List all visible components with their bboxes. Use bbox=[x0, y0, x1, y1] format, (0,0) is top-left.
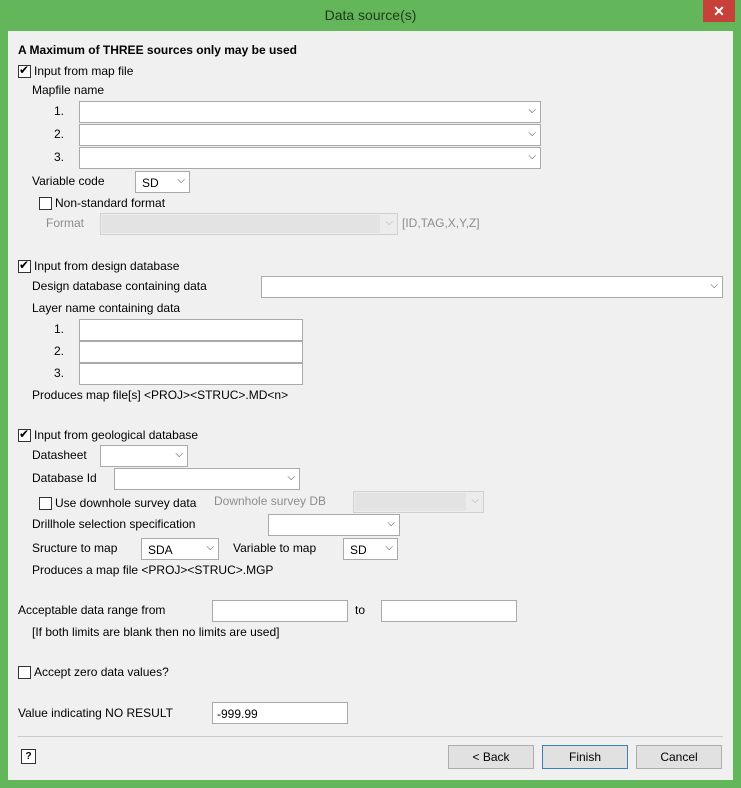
format-hint: [ID,TAG,X,Y,Z] bbox=[402, 216, 480, 230]
chevron-down-icon: ⌵ bbox=[387, 518, 395, 529]
no-result-input[interactable]: -999.99 bbox=[212, 702, 348, 724]
layer-input-2[interactable] bbox=[79, 341, 303, 363]
chevron-down-icon: ⌵ bbox=[528, 151, 536, 162]
geo-db-label: Input from geological database bbox=[34, 428, 199, 442]
data-range-to-label: to bbox=[355, 603, 366, 617]
variable-code-label: Variable code bbox=[32, 174, 105, 188]
design-db-checkbox[interactable] bbox=[18, 260, 31, 273]
help-icon[interactable]: ? bbox=[21, 749, 36, 764]
chevron-down-icon: ⌵ bbox=[528, 105, 536, 116]
chevron-down-icon: ⌵ bbox=[710, 280, 718, 291]
data-range-to-input[interactable] bbox=[381, 600, 517, 622]
accept-zero-checkbox[interactable] bbox=[18, 666, 31, 679]
layer-input-1[interactable] bbox=[79, 319, 303, 341]
chevron-down-icon: ⌵ bbox=[471, 495, 479, 506]
cancel-button[interactable]: Cancel bbox=[636, 745, 722, 769]
chevron-down-icon: ⌵ bbox=[528, 128, 536, 139]
data-range-from-label: Acceptable data range from bbox=[18, 603, 166, 617]
layer-row-num: 1. bbox=[54, 322, 65, 336]
design-db-containing-label: Design database containing data bbox=[32, 279, 207, 293]
variable-to-map-select[interactable]: SD ⌵ bbox=[343, 538, 398, 560]
header-note: A Maximum of THREE sources only may be used bbox=[18, 43, 297, 57]
layer-row-num: 3. bbox=[54, 366, 65, 380]
layer-row-num: 2. bbox=[54, 344, 65, 358]
chevron-down-icon: ⌵ bbox=[287, 472, 295, 483]
layer-input-3[interactable] bbox=[79, 363, 303, 385]
geo-db-checkbox[interactable] bbox=[18, 429, 31, 442]
dialog-body bbox=[8, 31, 733, 780]
database-id-label: Database Id bbox=[32, 471, 97, 485]
back-button[interactable]: < Back bbox=[448, 745, 534, 769]
footer-separator bbox=[18, 736, 723, 737]
chevron-down-icon: ⌵ bbox=[385, 542, 393, 553]
structure-to-map-select[interactable]: SDA ⌵ bbox=[141, 538, 219, 560]
map-file-checkbox[interactable] bbox=[18, 65, 31, 78]
no-result-label: Value indicating NO RESULT bbox=[18, 706, 173, 720]
format-label: Format bbox=[46, 216, 85, 230]
data-range-from-input[interactable] bbox=[212, 600, 348, 622]
chevron-down-icon: ⌵ bbox=[385, 217, 393, 228]
downhole-survey-checkbox[interactable] bbox=[39, 497, 52, 510]
mapfile-combo-2[interactable] bbox=[79, 124, 541, 146]
chevron-down-icon: ⌵ bbox=[177, 175, 185, 186]
variable-code-select[interactable]: SD ⌵ bbox=[135, 171, 190, 193]
geo-db-produces: Produces a map file <PROJ><STRUC>.MGP bbox=[32, 563, 274, 577]
data-range-note: [If both limits are blank then no limits are used] bbox=[32, 625, 280, 639]
mapfile-combo-1[interactable] bbox=[79, 101, 541, 123]
mapfile-name-label: Mapfile name bbox=[32, 83, 105, 97]
mapfile-row-num: 3. bbox=[54, 150, 65, 164]
mapfile-row-num: 1. bbox=[54, 104, 65, 118]
downhole-survey-label: Use downhole survey data bbox=[55, 496, 197, 510]
drillhole-selection-label: Drillhole selection specification bbox=[32, 517, 196, 531]
datasheet-select[interactable] bbox=[100, 445, 188, 467]
drillhole-selection-select[interactable] bbox=[268, 514, 400, 536]
close-button[interactable]: ✕ bbox=[703, 0, 735, 22]
structure-to-map-label: Sructure to map bbox=[32, 541, 118, 555]
layer-name-label: Layer name containing data bbox=[32, 301, 181, 315]
database-id-select[interactable] bbox=[114, 468, 300, 490]
window-title: Data source(s) bbox=[324, 7, 417, 23]
datasheet-label: Datasheet bbox=[32, 448, 87, 462]
non-standard-format-checkbox[interactable] bbox=[39, 197, 52, 210]
finish-button[interactable]: Finish bbox=[542, 745, 628, 769]
variable-to-map-label: Variable to map bbox=[233, 541, 317, 555]
title-bar[interactable] bbox=[0, 0, 741, 31]
design-db-label: Input from design database bbox=[34, 259, 180, 273]
format-select[interactable] bbox=[100, 213, 398, 235]
non-standard-format-label: Non-standard format bbox=[55, 196, 166, 210]
map-file-label: Input from map file bbox=[34, 64, 134, 78]
mapfile-row-num: 2. bbox=[54, 127, 65, 141]
downhole-db-label: Downhole survey DB bbox=[214, 494, 327, 508]
chevron-down-icon: ⌵ bbox=[206, 542, 214, 553]
mapfile-combo-3[interactable] bbox=[79, 147, 541, 169]
design-db-select[interactable] bbox=[261, 276, 723, 298]
chevron-down-icon: ⌵ bbox=[175, 449, 183, 460]
design-db-produces: Produces map file[s] <PROJ><STRUC>.MD<n> bbox=[32, 388, 289, 402]
downhole-db-select[interactable] bbox=[353, 491, 484, 513]
accept-zero-label: Accept zero data values? bbox=[34, 665, 169, 679]
